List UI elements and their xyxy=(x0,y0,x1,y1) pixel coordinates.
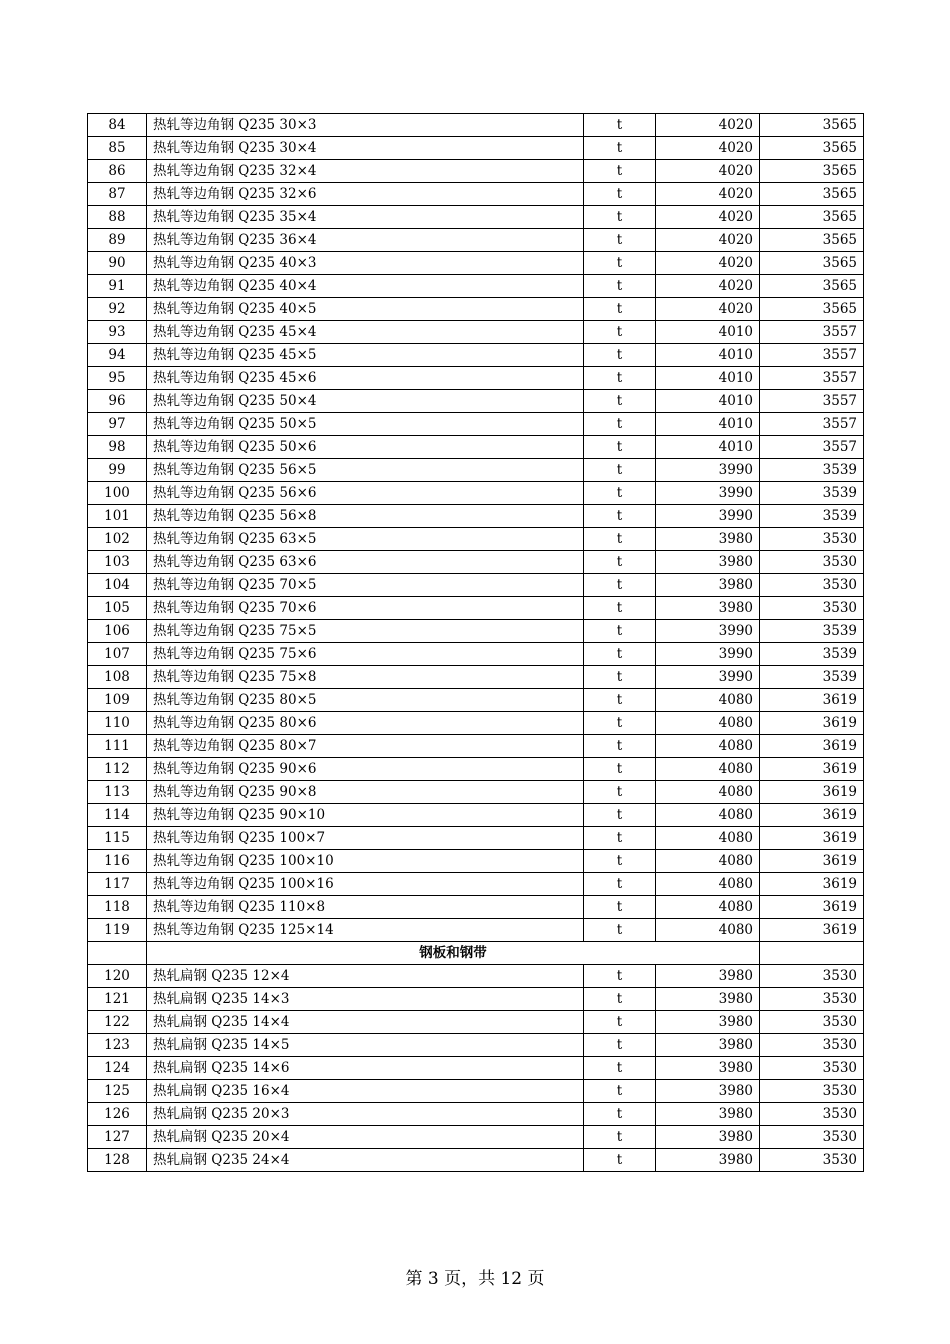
item-name-cell: 热轧扁钢 Q235 14×3 xyxy=(147,988,584,1011)
price-tax-included-cell: 4010 xyxy=(656,436,760,459)
price-tax-included-cell: 4020 xyxy=(656,137,760,160)
item-name-cell: 热轧等边角钢 Q235 90×6 xyxy=(147,758,584,781)
item-name-cell: 热轧等边角钢 Q235 45×4 xyxy=(147,321,584,344)
item-name-cell: 热轧扁钢 Q235 20×4 xyxy=(147,1126,584,1149)
price-tax-excluded-cell: 3565 xyxy=(760,160,864,183)
item-name-cell: 热轧等边角钢 Q235 45×5 xyxy=(147,344,584,367)
item-name-cell: 热轧等边角钢 Q235 70×6 xyxy=(147,597,584,620)
table-row xyxy=(88,482,864,505)
item-name-cell: 热轧等边角钢 Q235 45×6 xyxy=(147,367,584,390)
unit-cell: t xyxy=(584,1149,656,1172)
row-number-cell: 84 xyxy=(88,114,147,137)
price-tax-excluded-cell: 3530 xyxy=(760,1126,864,1149)
table-row xyxy=(88,689,864,712)
price-tax-excluded-cell: 3619 xyxy=(760,827,864,850)
price-tax-included-cell: 4020 xyxy=(656,298,760,321)
unit-cell: t xyxy=(584,413,656,436)
row-number-cell: 116 xyxy=(88,850,147,873)
price-tax-included-cell: 4010 xyxy=(656,344,760,367)
price-tax-excluded-cell: 3539 xyxy=(760,459,864,482)
item-name-cell: 热轧等边角钢 Q235 56×6 xyxy=(147,482,584,505)
table-row xyxy=(88,712,864,735)
table-row xyxy=(88,367,864,390)
item-name-cell: 热轧等边角钢 Q235 100×10 xyxy=(147,850,584,873)
price-tax-included-cell: 4020 xyxy=(656,229,760,252)
unit-cell: t xyxy=(584,551,656,574)
table-row xyxy=(88,321,864,344)
unit-cell: t xyxy=(584,367,656,390)
unit-cell: t xyxy=(584,965,656,988)
price-tax-excluded-cell: 3619 xyxy=(760,804,864,827)
row-number-cell: 91 xyxy=(88,275,147,298)
price-tax-included-cell: 3980 xyxy=(656,988,760,1011)
row-number-cell: 89 xyxy=(88,229,147,252)
unit-cell: t xyxy=(584,1034,656,1057)
price-tax-excluded-cell: 3619 xyxy=(760,758,864,781)
item-name-cell: 热轧等边角钢 Q235 50×6 xyxy=(147,436,584,459)
table-row xyxy=(88,643,864,666)
price-tax-excluded-cell: 3619 xyxy=(760,712,864,735)
row-number-cell: 124 xyxy=(88,1057,147,1080)
row-number-cell: 128 xyxy=(88,1149,147,1172)
price-tax-included-cell: 4080 xyxy=(656,804,760,827)
unit-cell: t xyxy=(584,528,656,551)
price-tax-excluded-cell: 3530 xyxy=(760,1149,864,1172)
price-tax-included-cell: 3980 xyxy=(656,1034,760,1057)
table-row xyxy=(88,183,864,206)
price-tax-excluded-cell: 3565 xyxy=(760,252,864,275)
unit-cell: t xyxy=(584,827,656,850)
unit-cell: t xyxy=(584,1103,656,1126)
price-tax-excluded-cell: 3619 xyxy=(760,689,864,712)
row-number-cell: 85 xyxy=(88,137,147,160)
row-number-cell: 98 xyxy=(88,436,147,459)
price-tax-excluded-cell: 3539 xyxy=(760,643,864,666)
item-name-cell: 热轧等边角钢 Q235 80×7 xyxy=(147,735,584,758)
table-row xyxy=(88,574,864,597)
unit-cell: t xyxy=(584,758,656,781)
unit-cell: t xyxy=(584,183,656,206)
table-row xyxy=(88,505,864,528)
item-name-cell: 热轧等边角钢 Q235 56×8 xyxy=(147,505,584,528)
unit-cell: t xyxy=(584,160,656,183)
price-tax-excluded-cell: 3530 xyxy=(760,988,864,1011)
price-tax-excluded-cell: 3530 xyxy=(760,1011,864,1034)
item-name-cell: 热轧等边角钢 Q235 32×4 xyxy=(147,160,584,183)
price-tax-excluded-cell: 3619 xyxy=(760,919,864,942)
unit-cell: t xyxy=(584,1080,656,1103)
unit-cell: t xyxy=(584,574,656,597)
table-row xyxy=(88,758,864,781)
price-tax-excluded-cell: 3557 xyxy=(760,367,864,390)
price-tax-excluded-cell: 3565 xyxy=(760,229,864,252)
item-name-cell: 热轧扁钢 Q235 12×4 xyxy=(147,965,584,988)
item-name-cell: 热轧等边角钢 Q235 63×5 xyxy=(147,528,584,551)
table-row xyxy=(88,1103,864,1126)
price-tax-excluded-cell: 3557 xyxy=(760,390,864,413)
price-tax-excluded-cell: 3530 xyxy=(760,1034,864,1057)
price-tax-included-cell: 4010 xyxy=(656,413,760,436)
row-number-cell: 105 xyxy=(88,597,147,620)
price-tax-included-cell: 3990 xyxy=(656,620,760,643)
price-tax-included-cell: 4020 xyxy=(656,183,760,206)
row-number-cell: 96 xyxy=(88,390,147,413)
row-number-cell: 120 xyxy=(88,965,147,988)
price-tax-included-cell: 4080 xyxy=(656,896,760,919)
price-tax-included-cell: 4020 xyxy=(656,114,760,137)
price-tax-included-cell: 4020 xyxy=(656,160,760,183)
item-name-cell: 热轧等边角钢 Q235 40×5 xyxy=(147,298,584,321)
unit-cell: t xyxy=(584,137,656,160)
row-number-cell: 112 xyxy=(88,758,147,781)
price-tax-included-cell: 4080 xyxy=(656,850,760,873)
unit-cell: t xyxy=(584,620,656,643)
price-tax-excluded-cell: 3565 xyxy=(760,298,864,321)
row-number-cell: 123 xyxy=(88,1034,147,1057)
item-name-cell: 热轧等边角钢 Q235 80×6 xyxy=(147,712,584,735)
row-number-cell: 127 xyxy=(88,1126,147,1149)
item-name-cell: 热轧等边角钢 Q235 70×5 xyxy=(147,574,584,597)
row-number-cell: 106 xyxy=(88,620,147,643)
row-number-cell: 101 xyxy=(88,505,147,528)
unit-cell: t xyxy=(584,1057,656,1080)
unit-cell: t xyxy=(584,597,656,620)
price-tax-excluded-cell: 3557 xyxy=(760,436,864,459)
table-row xyxy=(88,620,864,643)
price-tax-included-cell: 4080 xyxy=(656,781,760,804)
price-tax-included-cell: 4080 xyxy=(656,758,760,781)
unit-cell: t xyxy=(584,873,656,896)
price-tax-excluded-cell: 3530 xyxy=(760,551,864,574)
unit-cell: t xyxy=(584,298,656,321)
table-row xyxy=(88,1011,864,1034)
price-tax-excluded-cell: 3619 xyxy=(760,735,864,758)
unit-cell: t xyxy=(584,459,656,482)
unit-cell: t xyxy=(584,689,656,712)
item-name-cell: 热轧等边角钢 Q235 110×8 xyxy=(147,896,584,919)
price-tax-excluded-cell: 3565 xyxy=(760,137,864,160)
price-tax-included-cell: 3990 xyxy=(656,459,760,482)
item-name-cell: 热轧扁钢 Q235 16×4 xyxy=(147,1080,584,1103)
price-tax-excluded-cell: 3539 xyxy=(760,482,864,505)
item-name-cell: 热轧等边角钢 Q235 40×4 xyxy=(147,275,584,298)
item-name-cell: 热轧等边角钢 Q235 36×4 xyxy=(147,229,584,252)
table-row xyxy=(88,390,864,413)
table-row xyxy=(88,252,864,275)
unit-cell: t xyxy=(584,919,656,942)
price-tax-excluded-cell: 3619 xyxy=(760,850,864,873)
item-name-cell: 热轧等边角钢 Q235 125×14 xyxy=(147,919,584,942)
table-row xyxy=(88,459,864,482)
row-number-cell: 107 xyxy=(88,643,147,666)
row-number-cell: 114 xyxy=(88,804,147,827)
price-tax-included-cell: 4080 xyxy=(656,873,760,896)
item-name-cell: 热轧等边角钢 Q235 35×4 xyxy=(147,206,584,229)
row-number-cell: 90 xyxy=(88,252,147,275)
unit-cell: t xyxy=(584,781,656,804)
unit-cell: t xyxy=(584,436,656,459)
price-tax-included-cell: 4010 xyxy=(656,390,760,413)
item-name-cell: 热轧等边角钢 Q235 80×5 xyxy=(147,689,584,712)
row-number-cell: 92 xyxy=(88,298,147,321)
price-tax-excluded-cell: 3557 xyxy=(760,321,864,344)
table-row xyxy=(88,988,864,1011)
price-tax-included-cell: 3980 xyxy=(656,528,760,551)
item-name-cell: 热轧扁钢 Q235 14×5 xyxy=(147,1034,584,1057)
item-name-cell: 热轧扁钢 Q235 14×6 xyxy=(147,1057,584,1080)
row-number-cell: 111 xyxy=(88,735,147,758)
row-number-cell: 88 xyxy=(88,206,147,229)
item-name-cell: 热轧等边角钢 Q235 50×5 xyxy=(147,413,584,436)
section-row xyxy=(88,942,864,965)
table-row xyxy=(88,666,864,689)
price-tax-excluded-cell: 3557 xyxy=(760,413,864,436)
table-row xyxy=(88,114,864,137)
item-name-cell: 热轧等边角钢 Q235 75×5 xyxy=(147,620,584,643)
price-tax-excluded-cell: 3565 xyxy=(760,206,864,229)
unit-cell: t xyxy=(584,1126,656,1149)
row-number-cell: 113 xyxy=(88,781,147,804)
item-name-cell: 热轧等边角钢 Q235 30×3 xyxy=(147,114,584,137)
price-tax-excluded-cell: 3530 xyxy=(760,1103,864,1126)
item-name-cell: 热轧等边角钢 Q235 100×16 xyxy=(147,873,584,896)
item-name-cell: 热轧等边角钢 Q235 75×8 xyxy=(147,666,584,689)
unit-cell: t xyxy=(584,505,656,528)
price-tax-excluded-cell: 3539 xyxy=(760,505,864,528)
row-number-cell: 122 xyxy=(88,1011,147,1034)
price-tax-included-cell: 3990 xyxy=(656,666,760,689)
price-tax-excluded-cell: 3619 xyxy=(760,781,864,804)
unit-cell: t xyxy=(584,804,656,827)
row-number-cell: 87 xyxy=(88,183,147,206)
price-tax-excluded-cell: 3619 xyxy=(760,873,864,896)
price-tax-included-cell: 3980 xyxy=(656,1126,760,1149)
table-row xyxy=(88,160,864,183)
price-tax-excluded-cell: 3539 xyxy=(760,666,864,689)
price-tax-included-cell: 4020 xyxy=(656,206,760,229)
unit-cell: t xyxy=(584,229,656,252)
price-tax-excluded-cell: 3565 xyxy=(760,183,864,206)
unit-cell: t xyxy=(584,666,656,689)
price-tax-excluded-cell: 3530 xyxy=(760,528,864,551)
section-empty-cell xyxy=(760,942,864,965)
unit-cell: t xyxy=(584,390,656,413)
row-number-cell: 110 xyxy=(88,712,147,735)
item-name-cell: 热轧扁钢 Q235 14×4 xyxy=(147,1011,584,1034)
row-number-cell: 94 xyxy=(88,344,147,367)
price-tax-included-cell: 3980 xyxy=(656,1149,760,1172)
unit-cell: t xyxy=(584,252,656,275)
price-tax-included-cell: 3980 xyxy=(656,1103,760,1126)
row-number-cell: 103 xyxy=(88,551,147,574)
price-tax-excluded-cell: 3619 xyxy=(760,896,864,919)
section-title: 钢板和钢带 xyxy=(147,942,760,965)
price-tax-excluded-cell: 3565 xyxy=(760,275,864,298)
unit-cell: t xyxy=(584,735,656,758)
price-tax-included-cell: 3990 xyxy=(656,505,760,528)
item-name-cell: 热轧等边角钢 Q235 75×6 xyxy=(147,643,584,666)
item-name-cell: 热轧等边角钢 Q235 63×6 xyxy=(147,551,584,574)
table-row xyxy=(88,827,864,850)
row-number-cell: 86 xyxy=(88,160,147,183)
table-row xyxy=(88,919,864,942)
price-tax-excluded-cell: 3530 xyxy=(760,1080,864,1103)
row-number-cell: 125 xyxy=(88,1080,147,1103)
price-tax-included-cell: 3980 xyxy=(656,551,760,574)
table-row xyxy=(88,436,864,459)
price-tax-included-cell: 4080 xyxy=(656,827,760,850)
table-row xyxy=(88,137,864,160)
table-row xyxy=(88,344,864,367)
item-name-cell: 热轧等边角钢 Q235 56×5 xyxy=(147,459,584,482)
price-tax-included-cell: 3990 xyxy=(656,643,760,666)
row-number-cell: 108 xyxy=(88,666,147,689)
table-row xyxy=(88,804,864,827)
unit-cell: t xyxy=(584,896,656,919)
row-number-cell: 121 xyxy=(88,988,147,1011)
unit-cell: t xyxy=(584,988,656,1011)
item-name-cell: 热轧等边角钢 Q235 90×8 xyxy=(147,781,584,804)
unit-cell: t xyxy=(584,114,656,137)
unit-cell: t xyxy=(584,712,656,735)
unit-cell: t xyxy=(584,321,656,344)
table-row xyxy=(88,528,864,551)
price-table-body xyxy=(88,114,864,1172)
price-tax-excluded-cell: 3539 xyxy=(760,620,864,643)
item-name-cell: 热轧等边角钢 Q235 50×4 xyxy=(147,390,584,413)
table-row xyxy=(88,1080,864,1103)
price-tax-excluded-cell: 3530 xyxy=(760,1057,864,1080)
unit-cell: t xyxy=(584,643,656,666)
price-tax-included-cell: 3980 xyxy=(656,597,760,620)
row-number-cell: 118 xyxy=(88,896,147,919)
table-row xyxy=(88,413,864,436)
item-name-cell: 热轧扁钢 Q235 24×4 xyxy=(147,1149,584,1172)
price-tax-included-cell: 4020 xyxy=(656,252,760,275)
unit-cell: t xyxy=(584,344,656,367)
price-tax-included-cell: 3980 xyxy=(656,1080,760,1103)
price-tax-included-cell: 4010 xyxy=(656,367,760,390)
unit-cell: t xyxy=(584,206,656,229)
row-number-cell: 93 xyxy=(88,321,147,344)
row-number-cell: 104 xyxy=(88,574,147,597)
price-tax-included-cell: 4080 xyxy=(656,919,760,942)
page-footer: 第 3 页，共 12 页 xyxy=(405,1269,545,1289)
price-tax-included-cell: 4080 xyxy=(656,735,760,758)
price-tax-excluded-cell: 3530 xyxy=(760,574,864,597)
row-number-cell: 117 xyxy=(88,873,147,896)
item-name-cell: 热轧等边角钢 Q235 30×4 xyxy=(147,137,584,160)
price-tax-excluded-cell: 3530 xyxy=(760,597,864,620)
row-number-cell: 115 xyxy=(88,827,147,850)
item-name-cell: 热轧等边角钢 Q235 40×3 xyxy=(147,252,584,275)
table-row xyxy=(88,597,864,620)
unit-cell: t xyxy=(584,482,656,505)
table-row xyxy=(88,896,864,919)
price-tax-included-cell: 3980 xyxy=(656,965,760,988)
price-tax-included-cell: 3980 xyxy=(656,1011,760,1034)
item-name-cell: 热轧扁钢 Q235 20×3 xyxy=(147,1103,584,1126)
table-row xyxy=(88,298,864,321)
row-number-cell: 109 xyxy=(88,689,147,712)
price-tax-included-cell: 4010 xyxy=(656,321,760,344)
unit-cell: t xyxy=(584,1011,656,1034)
price-tax-included-cell: 4080 xyxy=(656,712,760,735)
row-number-cell: 102 xyxy=(88,528,147,551)
price-tax-included-cell: 3980 xyxy=(656,1057,760,1080)
table-row xyxy=(88,1034,864,1057)
price-tax-included-cell: 4080 xyxy=(656,689,760,712)
table-row xyxy=(88,735,864,758)
unit-cell: t xyxy=(584,850,656,873)
table-row xyxy=(88,1057,864,1080)
row-number-cell: 97 xyxy=(88,413,147,436)
row-number-cell: 99 xyxy=(88,459,147,482)
row-number-cell: 119 xyxy=(88,919,147,942)
price-tax-included-cell: 3980 xyxy=(656,574,760,597)
table-row xyxy=(88,229,864,252)
item-name-cell: 热轧等边角钢 Q235 100×7 xyxy=(147,827,584,850)
row-number-cell: 126 xyxy=(88,1103,147,1126)
table-row xyxy=(88,275,864,298)
table-row xyxy=(88,873,864,896)
section-no-cell xyxy=(88,942,147,965)
price-tax-included-cell: 3990 xyxy=(656,482,760,505)
row-number-cell: 100 xyxy=(88,482,147,505)
price-tax-included-cell: 4020 xyxy=(656,275,760,298)
price-tax-excluded-cell: 3565 xyxy=(760,114,864,137)
table-row xyxy=(88,850,864,873)
table-row xyxy=(88,781,864,804)
price-tax-excluded-cell: 3557 xyxy=(760,344,864,367)
price-tax-excluded-cell: 3530 xyxy=(760,965,864,988)
item-name-cell: 热轧等边角钢 Q235 90×10 xyxy=(147,804,584,827)
table-row xyxy=(88,206,864,229)
table-row xyxy=(88,551,864,574)
item-name-cell: 热轧等边角钢 Q235 32×6 xyxy=(147,183,584,206)
table-row xyxy=(88,1149,864,1172)
table-row xyxy=(88,965,864,988)
table-row xyxy=(88,1126,864,1149)
price-table xyxy=(87,113,864,1172)
unit-cell: t xyxy=(584,275,656,298)
row-number-cell: 95 xyxy=(88,367,147,390)
